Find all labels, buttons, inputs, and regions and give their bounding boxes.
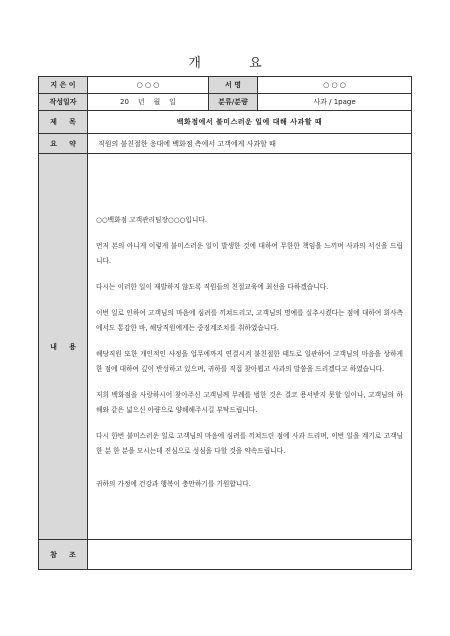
content-paragraph-4: 이번 일로 인하여 고객님의 마음에 심려를 끼쳐드리고, 고객님의 명예를 실추시켰다는 점에 대하여 회사측에서도 통감한 바, 해당직원에게는 중징계조치를 취하였습니다. (96, 308, 403, 332)
content-body (88, 154, 412, 540)
reference-value (88, 540, 412, 570)
subject-label: 제 목 (39, 111, 88, 134)
content-label: 내 용 (39, 154, 88, 540)
content-paragraph-6: 저희 백화점을 사랑하시어 찾아주신 고객님께 무례를 범한 것은 결코 용서받지 못할 일이나, 고객님의 하해와 같은 넓으신 아량으로 양해해주시길 부탁드립니다. (96, 390, 403, 414)
sign-value: ○ ○ ○ (258, 77, 412, 94)
summary-value: 직원의 불친절한 응대에 백화점 측에서 고객에게 사과할 때 (88, 134, 412, 154)
author-row (39, 77, 412, 94)
content-paragraph-2: 먼저 본의 아니게 이렇게 불미스러운 일이 발생한 것에 대하여 무한한 책임을 느끼며 사과의 서신을 드립니다. (96, 241, 403, 265)
category-label: 분류/분량 (209, 94, 258, 111)
content-paragraph-3: 다시는 이러한 일이 재발하지 않도록 직원들의 친절교육에 최선을 다하겠습니다. (96, 282, 329, 291)
overview-form (38, 76, 412, 570)
reference-row (39, 540, 412, 570)
reference-label: 참 조 (39, 540, 88, 570)
subject-value: 백화점에서 불미스러운 일에 대해 사과할 때 (88, 111, 412, 134)
author-label: 지 은 이 (39, 77, 88, 94)
content-row (39, 154, 412, 540)
date-value: 20 년 월 일 (88, 94, 209, 111)
summary-label: 요 약 (39, 134, 88, 154)
content-paragraph-7: 다시 한번 불미스러운 일로 고객님의 마음에 심려를 끼쳐드린 점에 사과 드리며, 이번 일을 계기로 고객님 한 분 한 분을 모시는데 진심으로 성심을 다할 것을 약속드립니다. (96, 431, 403, 455)
date-label: 작성일자 (39, 94, 88, 111)
content-paragraph-8: 귀하의 가정에 건강과 행복이 충만하기를 기원합니다. (96, 479, 251, 488)
author-value: ○ ○ ○ (88, 77, 209, 94)
date-row (39, 94, 412, 111)
page-title: 개 요 (188, 56, 284, 71)
sign-label: 서 명 (209, 77, 258, 94)
category-value: 사과 / 1page (258, 94, 412, 111)
subject-row (39, 111, 412, 134)
content-paragraph-1: ○○백화점 고객관리팀장○○○입니다. (96, 215, 207, 224)
content-paragraph-5: 해당직원 또한 개인적인 사정을 업무에까지 연결시켜 불친절한 태도로 일관하여 고객님의 마음을 상하게 한 점에 대하여 깊이 반성하고 있으며, 귀하를 직접 찾아뵙고 사과의 말씀을 드리겠다고 하였습니다. (96, 349, 403, 373)
summary-row (39, 134, 412, 154)
